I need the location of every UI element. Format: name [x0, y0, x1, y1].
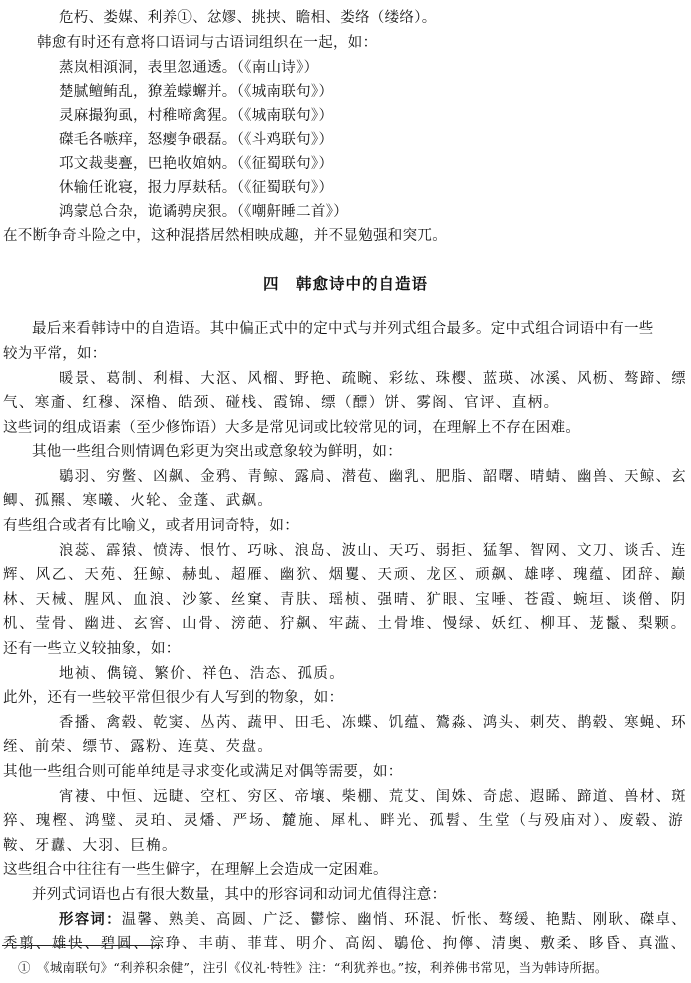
poem-quote-line: 鸿蒙总合杂，诡谲骋戾狠。（《嘲鼾睡二首》） [59, 204, 349, 220]
word-list-line: 鞍、牙纛、大羽、巨桷。 [3, 838, 178, 854]
poem-quote-line: 楚腻鳣鲔乱，獠羞蠓蠏并。（《城南联句》） [59, 84, 334, 100]
word-list-line: 气、寒齑、红穆、深橹、皓颈、碰栈、霞锦、缥（醥）饼、雾阁、官评、直柄。 [3, 395, 560, 411]
paragraph-line: 韩愈有时还有意将口语词与古语词组织在一起，如： [37, 35, 378, 51]
word-list-line: 浪蕊、霹猿、愤涛、恨竹、巧咏、浪岛、波山、天巧、弱拒、猛挐、智网、文刀、谈舌、连 [59, 543, 687, 559]
word-list-line: 鲫、孤羆、寒曦、火轮、金蓬、武飙。 [3, 493, 274, 509]
word-list-line: 林、天械、腥风、血浪、沙篆、丝窠、青肤、瑶桢、强晴、犷眼、宝唾、苍霞、蜿垣、谈僧、阴 [3, 592, 687, 608]
paragraph-line: 最后来看韩诗中的自造语。其中偏正式中的定中式与并列式组合最多。定中式组合词语中有一些 [32, 321, 654, 337]
section-title: 四 韩愈诗中的自造语 [262, 275, 428, 293]
paragraph-line: 较为平常，如： [3, 346, 107, 362]
word-list-line: 机、莹骨、幽进、玄窖、山骨、滂葩、狞飙、牢蔬、土骨堆、慢绿、妖红、柳耳、茏鬣、梨颗。 [3, 616, 687, 632]
paragraph-line: 这些词的组成语素（至少修饰语）大多是常见词或比较常见的词，在理解上不存在困难。 [3, 420, 581, 436]
word-list-line [59, 910, 687, 930]
adjective-label: 形容词： [59, 912, 122, 928]
word-list-line: 猝、瑰樫、鸿璧、灵珀、灵燔、严场、麓施、犀札、畔光、孤髫、生堂（与殁庙对）、废毂、游 [3, 813, 685, 829]
poem-quote-line: 灵麻撮狗虱，村稚啼禽猩。（《城南联句》） [59, 108, 334, 124]
poem-quote-line: 邛文裁斐亹，巴艳收婠妠。（《征蜀联句》） [59, 156, 334, 172]
paragraph-line: 其他一些组合则情调色彩更为突出或意象较为鲜明，如： [32, 444, 402, 460]
word-list-line: 秃翦、雄快、碧圆、淙琤、丰萌、菲茸、明介、高闳、鶡伧、拘儜、清奥、敷柔、眵昏、真滥、 [3, 936, 687, 952]
word-list-line: 地祯、儁镜、繁价、祥色、浩态、孤质。 [59, 666, 346, 682]
paragraph-line: 此外，还有一些较平常但很少有人写到的物象，如： [3, 690, 344, 706]
text-line: 危朽、娄媒、利养①、忿嫪、挑挟、瞻相、娄络（缕络）。 [59, 10, 437, 26]
paragraph-line: 还有一些立义较抽象，如： [3, 641, 181, 657]
footnote: ① 《城南联句》“利养积余健”，注引《仪礼·特牲》注：“利犹养也。”按，利养佛书常见，当为韩诗所据。 [18, 960, 608, 975]
footnote-divider [2, 945, 160, 946]
word-list-line: 宵褄、中恒、远睫、空杠、穷区、帝壤、柴棚、荒艾、闺姝、奇虑、遐睎、蹄道、兽材、斑 [59, 789, 687, 805]
paragraph-line: 并列式词语也占有很大数量，其中的形容词和动词尤值得注意： [32, 887, 447, 903]
word-list-line: 暖景、葛制、利楫、大沤、风榴、野艳、疏畹、彩纮、珠樱、蓝瑛、冰溪、风枥、骜蹄、缥 [59, 371, 687, 387]
paragraph-line: 在不断争奇斗险之中，这种混搭居然相映成趣，并不显勉强和突兀。 [3, 228, 447, 244]
word-list-line: 鶡羽、穷鳖、凶飙、金鸦、青鲸、露扃、潜苞、幽乳、肥脂、韶曙、晴蜻、幽兽、天鲸、玄 [59, 469, 687, 485]
poem-quote-line: 蒸岚相澒洞，表里忽通透。（《南山诗》） [59, 60, 319, 76]
word-list-line: 绖、前荣、缥节、露粉、连莫、芡盘。 [3, 739, 274, 755]
paragraph-line: 这些组合中往往有一些生僻字，在理解上会造成一定困难。 [3, 862, 388, 878]
poem-quote-line: 磔毛各嗾痒，怒瘿争碨磊。（《斗鸡联句》） [59, 132, 334, 148]
word-list-line: 辉、风乙、天苑、狂鲸、赫虬、超雁、幽狖、烟矍、天顽、龙区、顽飙、雄哮、瑰蕴、团辞、巅 [3, 567, 687, 583]
paragraph-line: 其他一些组合则可能单纯是寻求变化或满足对偶等需要，如： [3, 764, 403, 780]
poem-quote-line: 休输任讹寝，报力厚麸秳。（《征蜀联句》） [59, 180, 334, 196]
adjective-words: 温馨、熟美、高圆、广泛、鬱悰、幽悄、环混、忻怅、骜缓、艳黠、刚耿、磔卓、 [121, 912, 688, 928]
word-list-line: 香播、禽毂、乾窦、丛芮、蔬甲、田毛、冻蝶、饥蕴、鷟淼、鸿头、刺芡、鹊毂、寒蝇、环 [59, 715, 687, 731]
paragraph-line: 有些组合或者有比喻义，或者用词奇特，如： [3, 518, 299, 534]
